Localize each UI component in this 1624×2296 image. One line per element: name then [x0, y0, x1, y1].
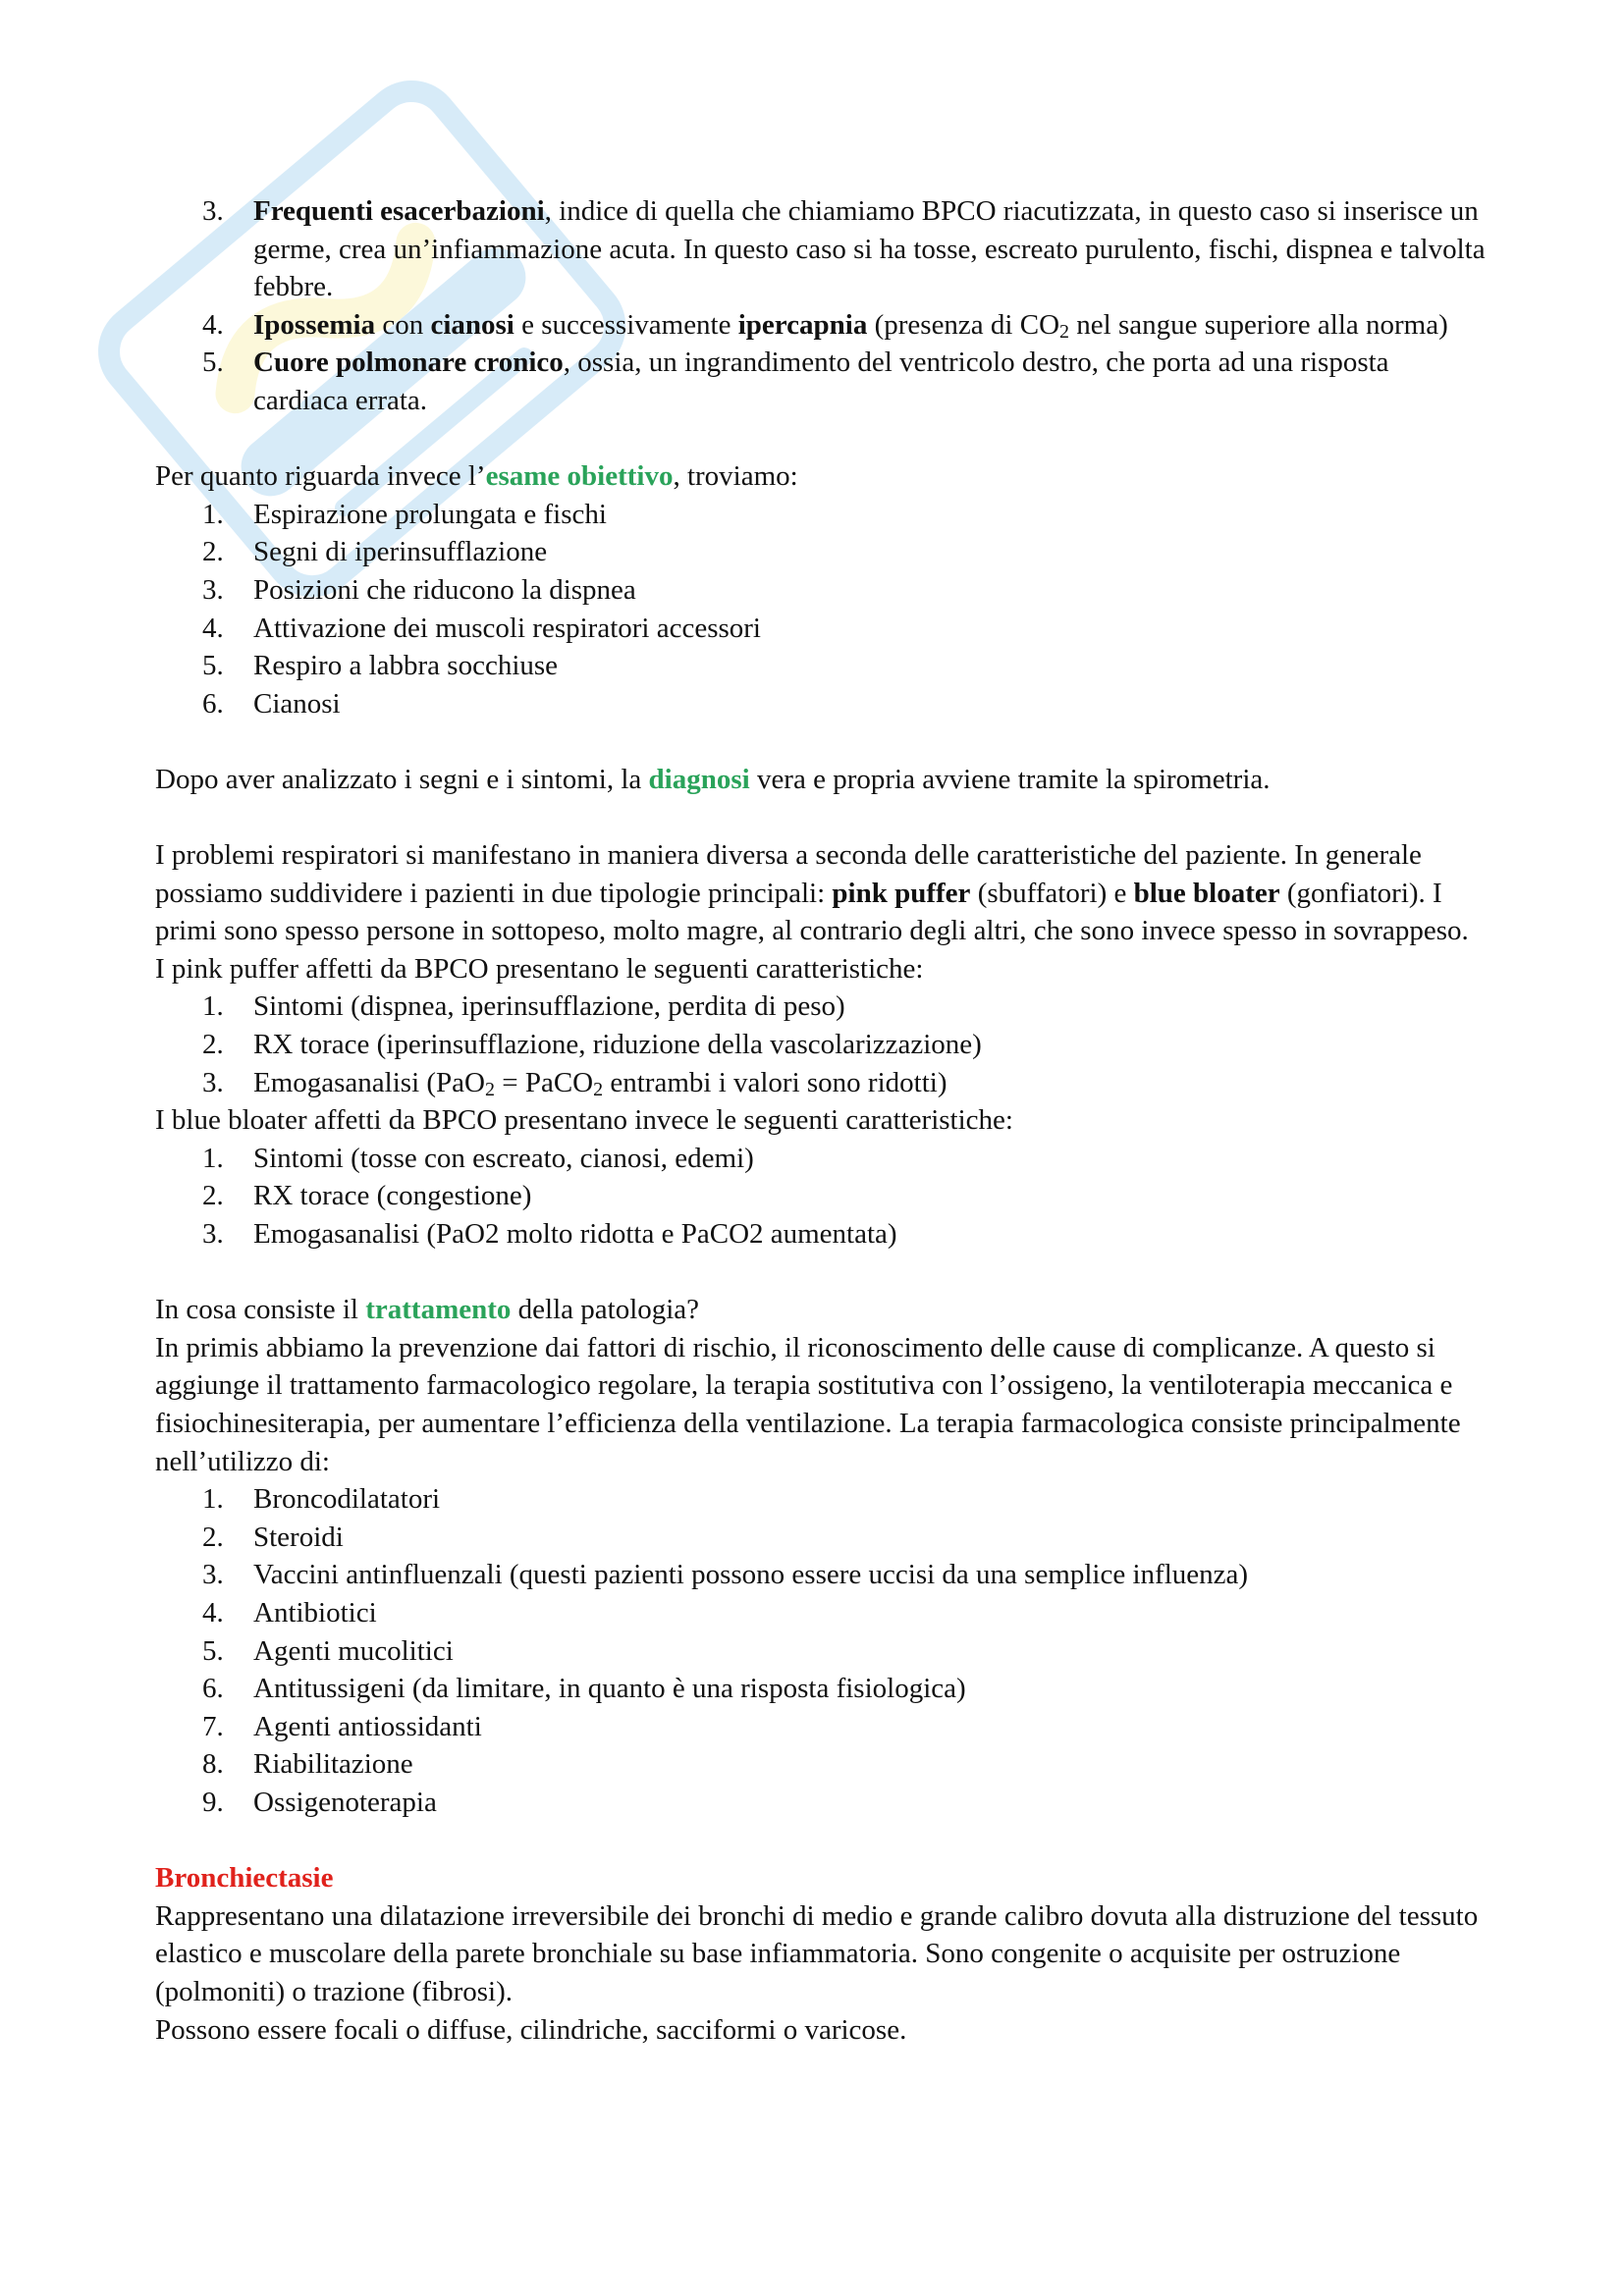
- item-text: Sintomi (dispnea, iperinsufflazione, perdita di peso): [253, 990, 845, 1023]
- list-item: [155, 1784, 1490, 1822]
- text: Dopo aver analizzato i segni e i sintomi, la: [155, 763, 649, 795]
- bold-term: pink puffer: [832, 877, 971, 909]
- list-number: 3.: [202, 1218, 224, 1251]
- text: In cosa consiste il: [155, 1294, 366, 1326]
- bronchiectasie-paragraph: Rappresentano una dilatazione irreversibile dei bronchi di medio e grande calibro dovuta alla distruzione del tessuto elastico e muscolare della parete bronchiale su base infiammatoria. Sono congenite o acquisite per ostruzione (polmoniti) o trazione (fibrosi).: [155, 1899, 1479, 2007]
- list-number: 4.: [202, 1596, 224, 1629]
- item-text: = PaCO: [494, 1066, 594, 1098]
- item-text: Sintomi (tosse con escreato, cianosi, edemi): [253, 1142, 754, 1174]
- esame-intro: [155, 457, 1490, 496]
- trattamento-body: In primis abbiamo la prevenzione dai fattori di rischio, il riconoscimento delle cause di complicanze. A questo si aggiunge il trattamento farmacologico regolare, la terapia sostitutiva con l’ossigeno, la ventiloterapia meccanica e fisiochinesiterapia, per aumentare l’efficienza della ventilazione. La terapia farmacologica consiste principalmente nell’utilizzo di:: [155, 1331, 1461, 1477]
- pink-puffer-list: [155, 988, 1490, 1101]
- item-text: RX torace (iperinsufflazione, riduzione della vascolarizzazione): [253, 1029, 982, 1061]
- list-number: 1.: [202, 1142, 224, 1174]
- text: vera e propria avviene tramite la spirometria.: [749, 763, 1271, 795]
- document-page: [155, 192, 1490, 2049]
- item-text: Broncodilatatori: [253, 1483, 441, 1516]
- subscript: 2: [1059, 320, 1070, 343]
- bold-term: ipercapnia: [737, 308, 868, 341]
- highlight-term: esame obiettivo: [485, 460, 674, 493]
- subscript: 2: [484, 1078, 495, 1100]
- item-text: Vaccini antinfluenzali (questi pazienti possono essere uccisi da una semplice influenza): [253, 1559, 1249, 1591]
- item-text: Emogasanalisi (PaO2 molto ridotta e PaCO2 aumentata): [253, 1218, 897, 1251]
- list-number: 4.: [202, 612, 224, 644]
- list-item: [155, 988, 1490, 1026]
- list-item: [155, 1215, 1490, 1254]
- item-text: Agenti antiossidanti: [253, 1710, 482, 1742]
- list-item: [155, 1708, 1490, 1746]
- text: , troviamo:: [673, 460, 798, 493]
- list-number: 3.: [202, 1066, 224, 1098]
- list-number: 3.: [202, 195, 224, 227]
- list-item: [155, 1140, 1490, 1178]
- text: Per quanto riguarda invece l’: [155, 460, 486, 493]
- item-text: con: [375, 308, 431, 341]
- list-item: [155, 1480, 1490, 1519]
- highlight-term: trattamento: [365, 1294, 512, 1326]
- list-item: [155, 1594, 1490, 1632]
- item-text: Steroidi: [253, 1521, 344, 1553]
- list-item: [155, 1670, 1490, 1708]
- item-text: Espirazione prolungata e fischi: [253, 498, 607, 530]
- spacer: [155, 799, 1490, 837]
- item-text: Emogasanalisi (PaO: [253, 1066, 485, 1098]
- trattamento-question: [155, 1291, 1490, 1329]
- list-item: [155, 533, 1490, 571]
- list-item: [155, 1519, 1490, 1557]
- item-text: Antitussigeni (da limitare, in quanto è una risposta fisiologica): [253, 1673, 966, 1705]
- tipologie-paragraph: [155, 836, 1490, 950]
- list-number: 2.: [202, 1521, 224, 1553]
- list-number: 3.: [202, 1559, 224, 1591]
- list-number: 9.: [202, 1786, 224, 1818]
- item-text: Respiro a labbra socchiuse: [253, 650, 559, 682]
- list-item: [155, 1026, 1490, 1064]
- item-text: , ossia, un ingrandimento del ventricolo destro, che porta ad una risposta cardiaca errata.: [253, 347, 1389, 416]
- item-text: (presenza di CO: [867, 308, 1060, 341]
- list-number: 5.: [202, 650, 224, 682]
- spacer: [155, 1822, 1490, 1860]
- list-number: 1.: [202, 990, 224, 1023]
- bold-term: blue bloater: [1133, 877, 1280, 909]
- list-number: 1.: [202, 1483, 224, 1516]
- item-text: Riabilitazione: [253, 1748, 413, 1781]
- item-text: e successivamente: [514, 308, 738, 341]
- item-text: RX torace (congestione): [253, 1180, 532, 1212]
- list-number: 7.: [202, 1710, 224, 1742]
- text: (sbuffatori) e: [970, 877, 1134, 909]
- list-item: [155, 496, 1490, 534]
- list-number: 2.: [202, 1029, 224, 1061]
- list-number: 4.: [202, 308, 224, 341]
- item-text: , indice di quella che chiamiamo BPCO riacutizzata, in questo caso si inserisce un germe, crea un’infiammazione acuta. In questo caso si ha tosse, escreato purulento, fischi, dispnea e talvolta febbre.: [253, 195, 1486, 303]
- list-item: [155, 1177, 1490, 1215]
- list-number: 5.: [202, 347, 224, 379]
- subscript: 2: [593, 1078, 604, 1100]
- list-number: 2.: [202, 1180, 224, 1212]
- item-text: Ossigenoterapia: [253, 1786, 437, 1818]
- list-item: [155, 647, 1490, 685]
- sintomi-list: [155, 192, 1490, 420]
- text: I problemi respiratori si manifestano in maniera diversa a seconda delle caratteristiche del paziente. In generale possiamo suddividere i pazienti in due tipologie principali:: [155, 839, 1422, 909]
- list-number: 3.: [202, 573, 224, 606]
- item-text: nel sangue superiore alla norma): [1069, 308, 1448, 341]
- spacer: [155, 420, 1490, 458]
- pink-puffer-intro: I pink puffer affetti da BPCO presentano le seguenti caratteristiche:: [155, 952, 924, 985]
- list-item: [155, 192, 1490, 306]
- list-number: 6.: [202, 1673, 224, 1705]
- list-item: [155, 306, 1490, 345]
- bold-term: cianosi: [430, 308, 514, 341]
- spacer: [155, 722, 1490, 761]
- spacer: [155, 1254, 1490, 1292]
- list-item: [155, 610, 1490, 648]
- text: (gonfiatori). I primi sono spesso persone in sottopeso, molto magre, al contrario degli altri, che sono invece spesso in sovrappeso.: [155, 877, 1469, 947]
- blue-bloater-intro: I blue bloater affetti da BPCO presentano invece le seguenti caratteristiche:: [155, 1104, 1013, 1137]
- list-item: [155, 1064, 1490, 1102]
- list-item: [155, 571, 1490, 610]
- item-text: Agenti mucolitici: [253, 1634, 454, 1667]
- list-number: 8.: [202, 1748, 224, 1781]
- esame-list: [155, 496, 1490, 723]
- item-text: Segni di iperinsufflazione: [253, 536, 548, 568]
- list-number: 1.: [202, 498, 224, 530]
- bold-term: Frequenti esacerbazioni: [253, 195, 545, 227]
- bold-term: Ipossemia: [253, 308, 376, 341]
- list-item: [155, 344, 1490, 419]
- list-item: [155, 685, 1490, 723]
- text: della patologia?: [511, 1294, 700, 1326]
- list-number: 2.: [202, 536, 224, 568]
- item-text: Cianosi: [253, 687, 341, 720]
- item-text: Antibiotici: [253, 1596, 377, 1629]
- highlight-term: diagnosi: [648, 763, 750, 795]
- bronchiectasie-paragraph-2: Possono essere focali o diffuse, cilindriche, sacciformi o varicose.: [155, 2013, 907, 2046]
- list-number: 6.: [202, 687, 224, 720]
- section-heading: Bronchiectasie: [155, 1862, 334, 1895]
- blue-bloater-list: [155, 1140, 1490, 1254]
- item-text: Posizioni che riducono la dispnea: [253, 573, 636, 606]
- list-item: [155, 1745, 1490, 1784]
- item-text: entrambi i valori sono ridotti): [603, 1066, 947, 1098]
- bold-term: Cuore polmonare cronico: [253, 347, 564, 379]
- item-text: Attivazione dei muscoli respiratori accessori: [253, 612, 761, 644]
- diagnosi-paragraph: [155, 761, 1490, 799]
- list-number: 5.: [202, 1634, 224, 1667]
- farmaci-list: [155, 1480, 1490, 1821]
- list-item: [155, 1632, 1490, 1671]
- list-item: [155, 1556, 1490, 1594]
